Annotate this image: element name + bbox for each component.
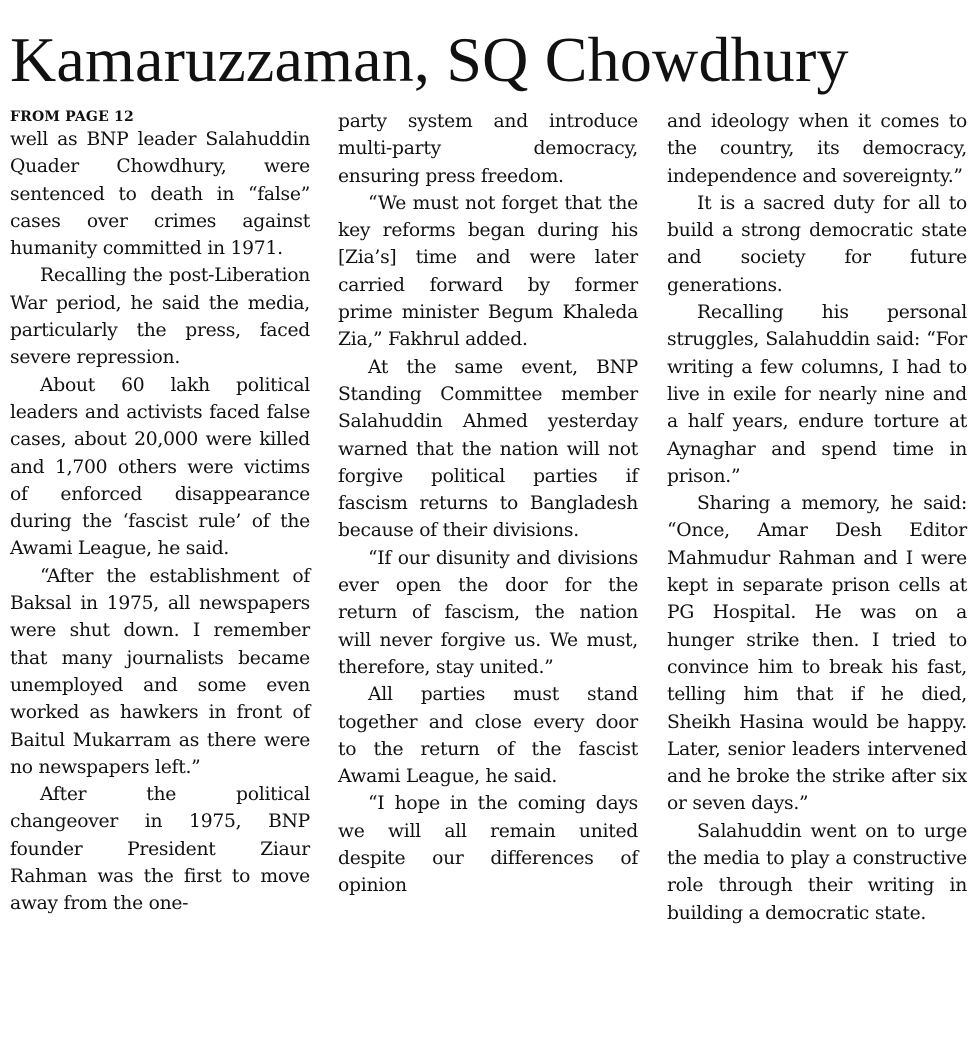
paragraph: After the political changeover in 1975, BNP founder President Ziaur Rahman was the first to move away from the one- [10, 784, 310, 915]
paragraph: About 60 lakh political leaders and activists faced false cases, about 20,000 were killed and 1,700 others were victims of enforced disappearance during the ‘fascist rule’ of the Awami League, he said. [10, 374, 310, 560]
paragraph: and ideology when it comes to the country, its democracy, independence and sovereignty.” [667, 111, 967, 187]
paragraph: “After the establishment of Baksal in 1975, all newspapers were shut down. I remember that many journalists became unemployed and some even worked as hawkers in front of Baitul Mukarram as there were no newspapers left.” [10, 565, 310, 778]
article-column-3 [667, 108, 967, 927]
paragraph: Recalling the post-Liberation War period, he said the media, particularly the press, faced severe repression. [10, 265, 310, 369]
paragraph: It is a sacred duty for all to build a strong democratic state and society for future generations. [667, 192, 967, 296]
article-column-1 [10, 108, 310, 918]
paragraph: “If our disunity and divisions ever open the door for the return of fascism, the nation will never forgive us. We must, therefore, stay united.” [338, 547, 638, 678]
article-column-2 [338, 108, 638, 900]
paragraph: Sharing a memory, he said: “Once, Amar Desh Editor Mahmudur Rahman and I were kept in separate prison cells at PG Hospital. He was on a hunger strike then. I tried to convince him to break his fast, telling him that if he died, Sheikh Hasina would be happy. Later, senior leaders intervened and he broke the strike after six or seven days.” [667, 493, 967, 815]
paragraph: All parties must stand together and close every door to the return of the fascist Awami League, he said. [338, 684, 638, 788]
paragraph: “We must not forget that the key reforms began during his [Zia’s] time and were later carried forward by former prime minister Begum Khaleda Zia,” Fakhrul added. [338, 192, 638, 351]
jump-label: FROM PAGE 12 [10, 109, 134, 125]
paragraph: “I hope in the coming days we will all remain united despite our differences of opinion [338, 793, 638, 897]
paragraph: party system and introduce multi-party democracy, ensuring press freedom. [338, 111, 638, 187]
paragraph: Recalling his personal struggles, Salahuddin said: “For writing a few columns, I had to live in exile for nearly nine and a half years, endure torture at Aynaghar and spend time in prison.” [667, 302, 967, 487]
paragraph: Salahuddin went on to urge the media to play a constructive role through their writing in building a democratic state. [667, 820, 967, 924]
headline: Kamaruzzaman, SQ Chowdhury [10, 24, 849, 95]
paragraph: well as BNP leader Salahuddin Quader Chowdhury, were sentenced to death in “false” cases over crimes against humanity committed in 1971. [10, 129, 310, 260]
paragraph: At the same event, BNP Standing Committee member Salahuddin Ahmed yesterday warned that the nation will not forgive political parties if fascism returns to Bangladesh because of their divisions. [338, 356, 638, 542]
